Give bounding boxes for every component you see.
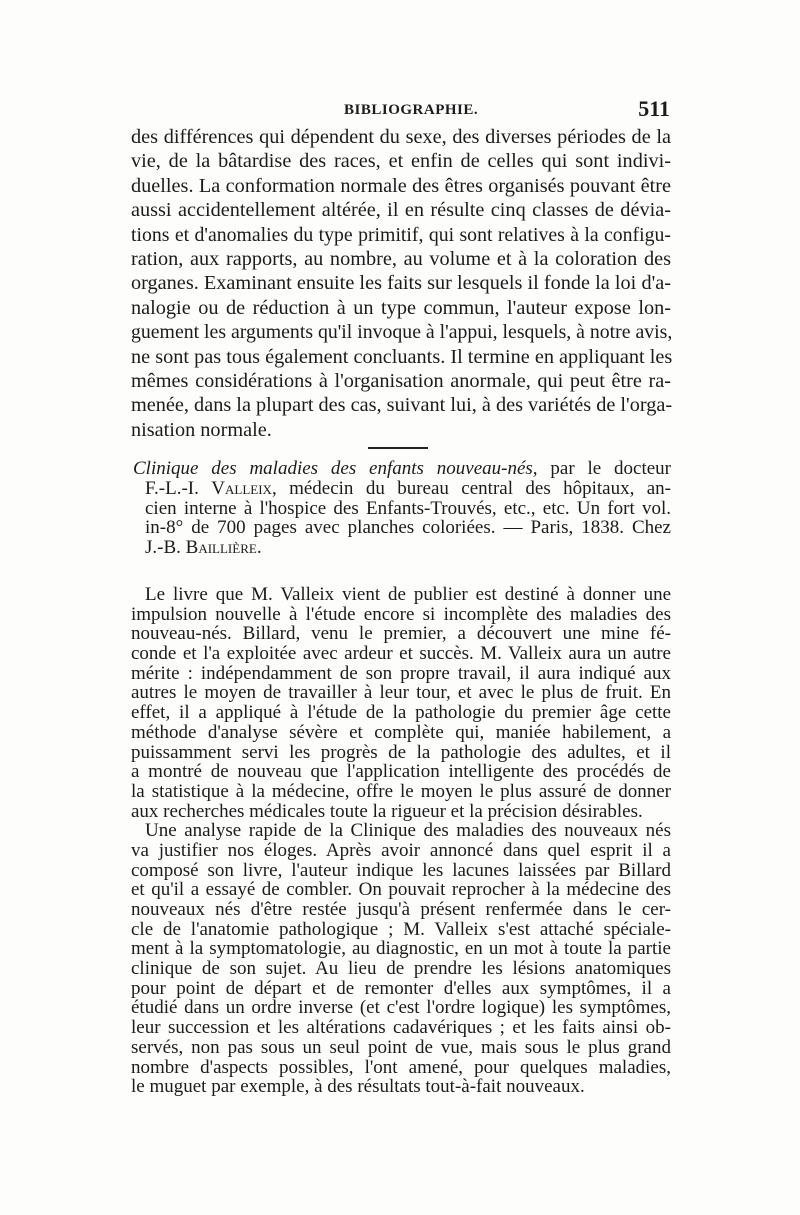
citation-text: . (256, 537, 262, 559)
book-title: Clinique des maladies des enfants nouveau-nés, (133, 458, 538, 479)
page-number: 511 (638, 96, 670, 121)
author-name: Valleix (211, 477, 272, 499)
text-line: nalogie ou de réduction à un type commun, l'auteur expose lon- (131, 296, 671, 319)
text-line: va justifier nos éloges. Après avoir annoncé dans quel esprit il a (131, 839, 671, 861)
text-line: guement les arguments qu'il invoque à l'appui, lesquels, à notre avis, (131, 321, 673, 344)
text-line: organes. Examinant ensuite les faits sur lesquels il fonde la loi d'a- (131, 272, 671, 295)
book-citation (131, 459, 671, 558)
text-line: effet, il a appliqué à l'étude de la pathologie du premier âge cette (131, 702, 671, 724)
text-line: ration, aux rapports, au nombre, au volume et à la coloration des (131, 247, 671, 270)
citation-line (131, 538, 671, 558)
text-line: clinique de son sujet. Au lieu de prendre les lésions anatomiques (131, 958, 671, 980)
text-line: méthode d'analyse sévère et complète qui, maniée habilement, a (131, 721, 671, 743)
text-line: étudié dans un ordre inverse (et c'est l'ordre logique) les symptômes, (131, 997, 671, 1019)
paragraph-continuation (131, 125, 671, 442)
citation-text: par le docteur (537, 458, 671, 479)
text-line: puissamment servi les progrès de la pathologie des adultes, et il (131, 741, 671, 763)
text-line: autres le moyen de travailler à leur tour, et avec le plus de fruit. En (131, 682, 671, 704)
text-line: nombre d'aspects possibles, l'ont amené, pour quelques maladies, (131, 1056, 671, 1078)
text-line: conde et l'a exploitée avec ardeur et succès. M. Valleix aura un autre (131, 643, 671, 665)
citation-line: cien interne à l'hospice des Enfants-Trouvés, etc., etc. Un fort vol. (145, 497, 671, 519)
text-line: pour point de départ et de remonter d'elles aux symptômes, il a (131, 977, 671, 999)
text-line: nouveau-nés. Billard, venu le premier, a découvert une mine fé- (131, 623, 671, 645)
author-initials: F.-L.-I. (145, 477, 212, 499)
citation-line (131, 479, 671, 499)
publisher-name: Baillière (185, 537, 257, 559)
text-line: leur succession et les altérations cadavériques ; et les faits ainsi ob- (131, 1017, 671, 1039)
text-line: ne sont pas tous également concluants. Il termine en appliquant les (131, 345, 673, 368)
text-line: duelles. La conformation normale des êtres organisés pouvant être (131, 174, 671, 197)
text-line: nouveaux nés d'être restée jusqu'à présent renfermée dans le cer- (131, 899, 671, 920)
text-line: composé son livre, l'auteur indique les lacunes laissées par Billard (131, 859, 671, 881)
text-line: cle de l'anatomie pathologique ; M. Valleix s'est attaché spéciale- (131, 918, 671, 940)
section-separator-rule (368, 447, 428, 449)
text-line: menée, dans la plupart des cas, suivant lui, à des variétés de l'orga- (131, 394, 673, 417)
text-line: aussi accidentellement altérée, il en résulte cinq classes de dévia- (131, 199, 671, 222)
running-title: BIBLIOGRAPHIE. (344, 102, 479, 118)
text-line: servés, non pas sous un seul point de vue, mais sous le plus grand (131, 1036, 671, 1058)
publisher-initials: J.-B. (145, 537, 186, 559)
text-line: aux recherches médicales toute la rigueur et la précision désirables. (131, 800, 643, 822)
text-line: des différences qui dépendent du sexe, des diverses périodes de la (131, 126, 671, 148)
text-line: et qu'il a essayé de combler. On pouvait reprocher à la médecine des (131, 879, 671, 901)
review-body (131, 585, 671, 1097)
citation-line: in-8° de 700 pages avec planches coloriées. — Paris, 1838. Chez (145, 517, 671, 539)
text-line: mêmes considérations à l'organisation anormale, qui peut être ra- (131, 369, 671, 392)
text-line: Une analyse rapide de la Clinique des maladies des nouveaux nés (145, 820, 671, 842)
text-line: impulsion nouvelle à l'étude encore si incomplète des maladies des (131, 603, 671, 625)
text-line: tions et d'anomalies du type primitif, qui sont relatives à la configu- (131, 223, 671, 246)
page-header (132, 96, 670, 126)
text-line: la statistique à la médecine, offre le moyen le plus assuré de donner (131, 780, 671, 802)
text-line: ment à la symptomatologie, au diagnostic, en un mot à toute la partie (131, 938, 671, 960)
text-line: mérite : indépendamment de son propre travail, il aura indiqué aux (131, 662, 671, 684)
citation-text: , médecin du bureau central des hôpitaux, an- (271, 477, 671, 499)
text-line: nisation normale. (131, 418, 272, 441)
text-line: a montré de nouveau que l'application intelligente des procédés de (131, 761, 671, 783)
citation-line (131, 459, 671, 479)
text-line: le muguet par exemple, à des résultats tout-à-fait nouveaux. (131, 1076, 585, 1098)
text-line: Le livre que M. Valleix vient de publier est destiné à donner une (145, 584, 671, 605)
text-line: vie, de la bâtardise des races, et enfin de celles qui sont indivi- (131, 150, 671, 173)
